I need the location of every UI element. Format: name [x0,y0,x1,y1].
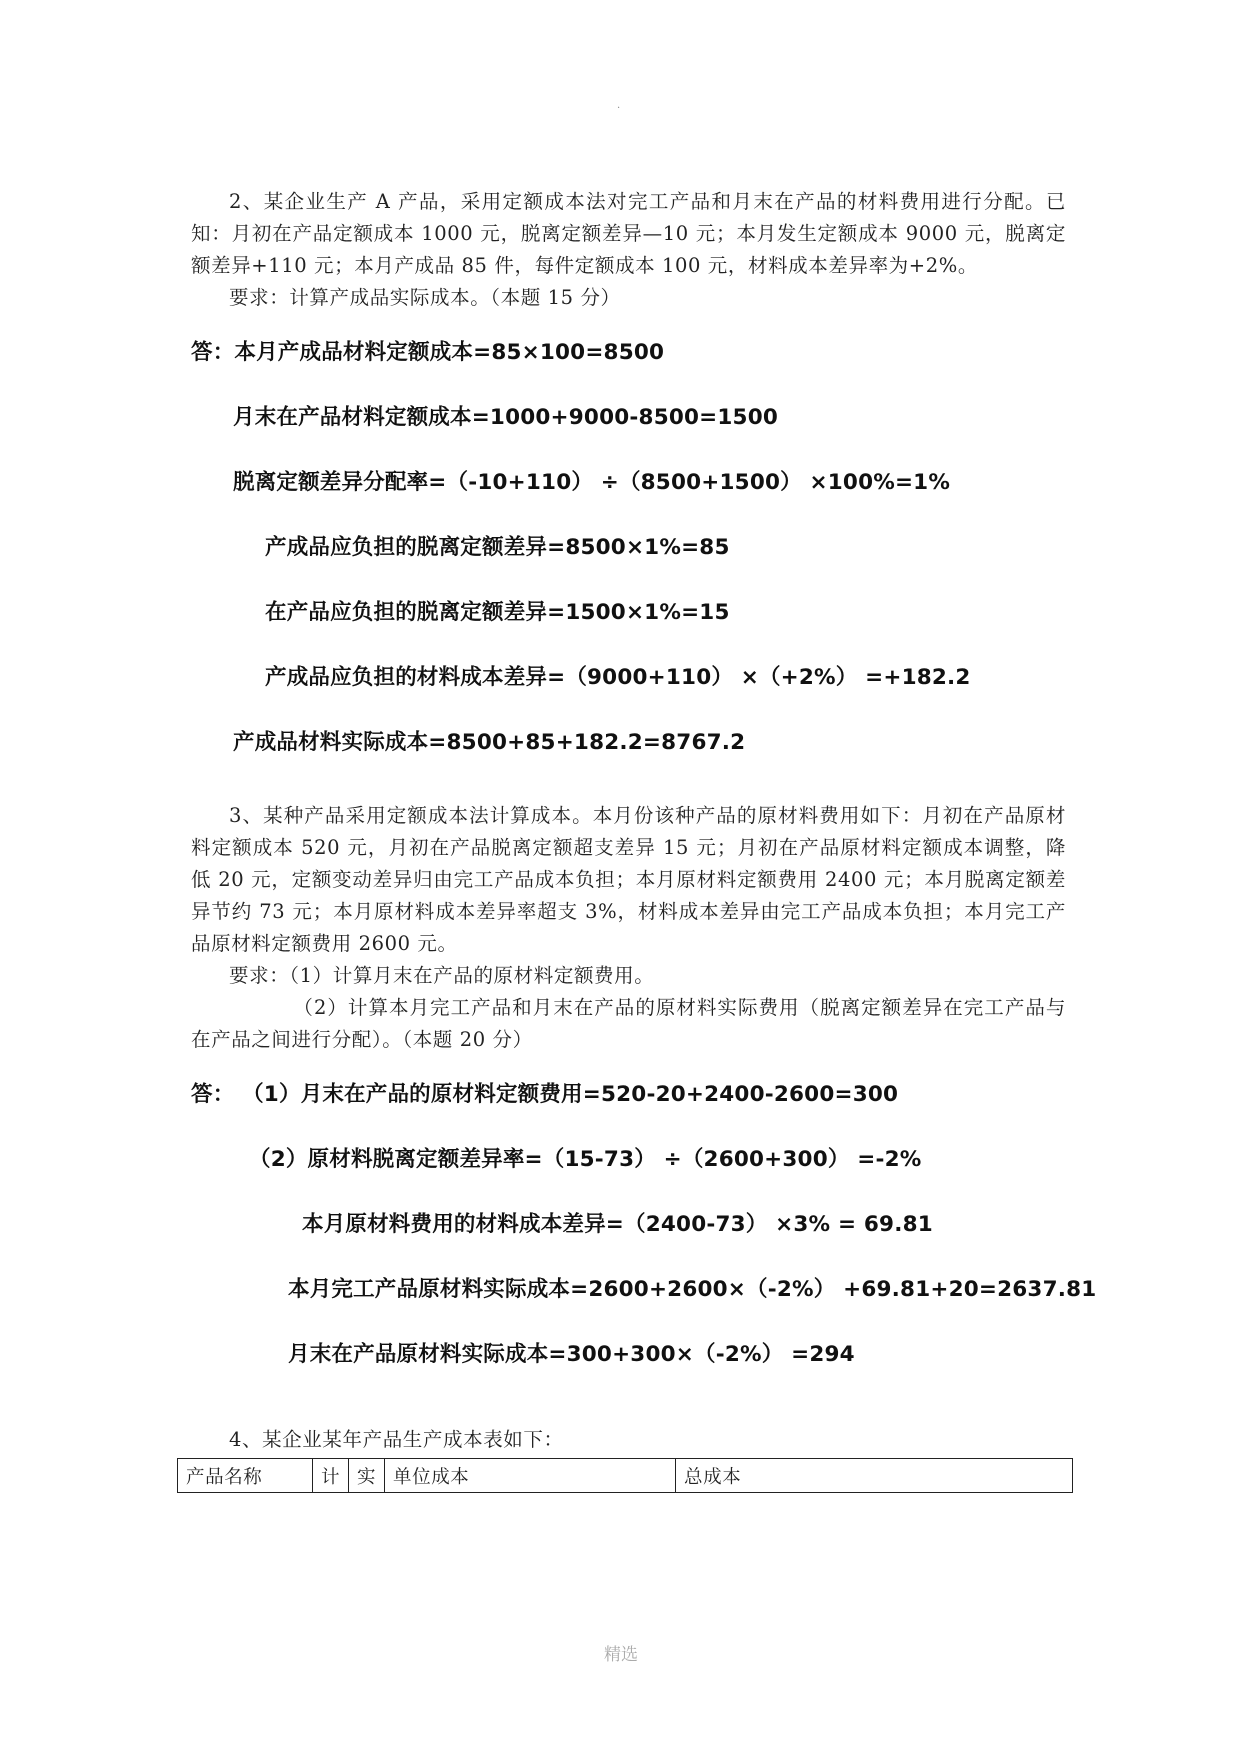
header-dot: . [617,100,621,111]
q2-body: 2、某企业生产 A 产品，采用定额成本法对完工产品和月末在产品的材料费用进行分配。已知：月初在产品定额成本 1000 元，脱离定额差异—10 元；本月发生定额成本 9000 元，脱离定额差异+110 元；本月产成品 85 件，每件定额成本 100 元，材料成本差异率为+2%。 [191,190,1066,277]
q2-answer-line-1: 答：本月产成品材料定额成本=85×100=8500 [191,340,665,365]
q2-answer-line-3: 脱离定额差异分配率=（-10+110） ÷（8500+1500） ×100%=1% [233,470,951,495]
table-header-cell: 计 [313,1459,349,1493]
q2-answer-line-7: 产成品材料实际成本=8500+85+182.2=8767.2 [233,730,746,755]
table-header-cell: 总成本 [676,1459,1073,1493]
q3-body: 3、某种产品采用定额成本法计算成本。本月份该种产品的原材料费用如下：月初在产品原材料定额成本 520 元，月初在产品脱离定额超支差异 15 元；月初在产品原材料定额成本调整，降低 20 元，定额变动差异归由完工产品成本负担；本月原材料定额费用 2400 元；本月脱离定额差异节约 73 元；本月原材料成本差异率超支 3%，材料成本差异由完工产品成本负担；本月完工产品原材料定额费用 2600 元。 [191,804,1066,955]
q3-answer-line-4: 本月完工产品原材料实际成本=2600+2600×（-2%） +69.81+20=2637.81 [288,1277,1097,1302]
table-header-cell: 产品名称 [178,1459,313,1493]
table-header-cell: 单位成本 [385,1459,676,1493]
q2-answer-line-6: 产成品应负担的材料成本差异=（9000+110） ×（+2%） =+182.2 [265,665,971,690]
q3-answer-line-5: 月末在产品原材料实际成本=300+300×（-2%） =294 [288,1342,855,1367]
q3-requirement-2: （2）计算本月完工产品和月末在产品的原材料实际费用（脱离定额差异在完工产品与在产品之间进行分配）。（本题 20 分） [191,996,1066,1051]
q2-answer-line-4: 产成品应负担的脱离定额差异=8500×1%=85 [265,535,730,560]
q3-answer-line-2: （2）原材料脱离定额差异率=（15-73） ÷（2600+300） =-2% [249,1147,922,1172]
footer-text: 精选 [604,1645,638,1665]
q3-requirement-1: 要求：（1）计算月末在产品的原材料定额费用。 [229,964,655,987]
q2-requirement: 要求：计算产成品实际成本。（本题 15 分） [229,286,621,309]
q3-answer-line-3: 本月原材料费用的材料成本差异=（2400-73） ×3% = 69.81 [302,1212,933,1237]
table-header-cell: 实 [349,1459,385,1493]
q4-body: 4、某企业某年产品生产成本表如下： [229,1428,564,1451]
q2-answer-line-5: 在产品应负担的脱离定额差异=1500×1%=15 [265,600,730,625]
q3-answer-line-1: 答： （1）月末在产品的原材料定额费用=520-20+2400-2600=300 [191,1082,899,1107]
q2-answer-line-2: 月末在产品材料定额成本=1000+9000-8500=1500 [233,405,779,430]
cost-table [177,1458,1073,1493]
table-header-row [178,1459,1073,1493]
